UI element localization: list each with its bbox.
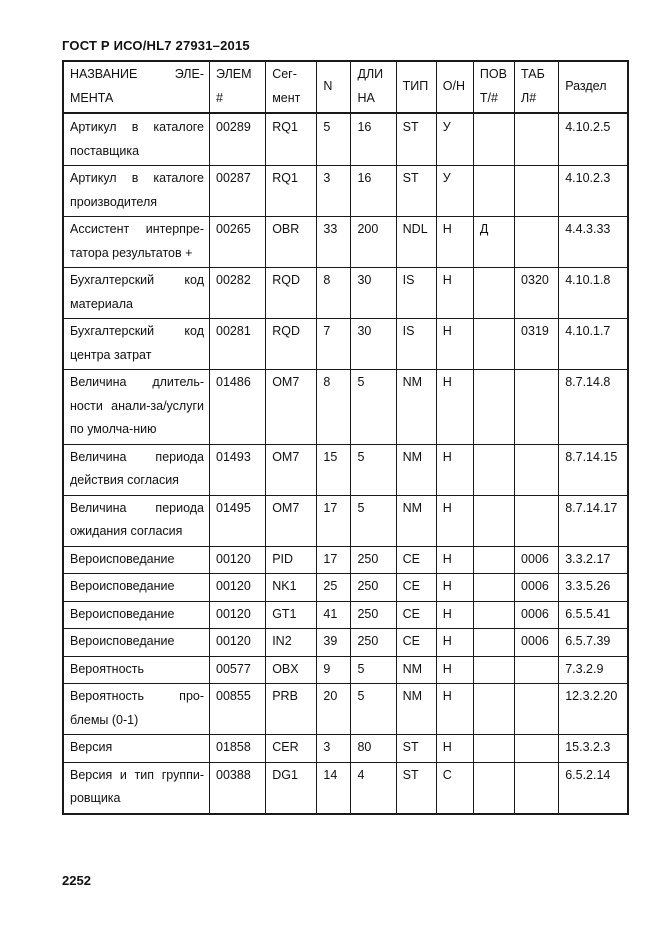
cell-n: 17 (317, 546, 351, 574)
document-header-title: ГОСТ Р ИСО/HL7 27931–2015 (62, 38, 250, 53)
table-row (63, 370, 628, 445)
cell-repeat (473, 762, 514, 814)
cell-n: 5 (317, 113, 351, 166)
cell-segment: CER (266, 735, 317, 763)
cell-repeat (473, 601, 514, 629)
cell-opt: У (436, 113, 473, 166)
table-row (63, 217, 628, 268)
cell-name: Величина периода действия согласия (63, 444, 210, 495)
cell-tbl (515, 113, 559, 166)
cell-name: Вероятность (63, 656, 210, 684)
cell-repeat (473, 629, 514, 657)
cell-repeat (473, 319, 514, 370)
column-header-table: ТАБ Л# (515, 61, 559, 113)
cell-opt: С (436, 762, 473, 814)
cell-n: 8 (317, 370, 351, 445)
cell-elem: 01858 (210, 735, 266, 763)
cell-name: Вероисповедание (63, 574, 210, 602)
cell-segment: OBR (266, 217, 317, 268)
cell-repeat (473, 656, 514, 684)
cell-n: 20 (317, 684, 351, 735)
table-row (63, 268, 628, 319)
cell-opt: Н (436, 601, 473, 629)
cell-opt: Н (436, 444, 473, 495)
table-row (63, 319, 628, 370)
cell-type: ST (396, 762, 436, 814)
cell-opt: Н (436, 319, 473, 370)
cell-type: NM (396, 495, 436, 546)
cell-elem: 00855 (210, 684, 266, 735)
cell-opt: У (436, 166, 473, 217)
cell-tbl (515, 444, 559, 495)
cell-repeat (473, 268, 514, 319)
cell-n: 14 (317, 762, 351, 814)
cell-length: 30 (351, 268, 396, 319)
cell-segment: IN2 (266, 629, 317, 657)
cell-name: Ассистент интерпре-татора результатов + (63, 217, 210, 268)
cell-segment: GT1 (266, 601, 317, 629)
cell-type: CE (396, 546, 436, 574)
cell-length: 80 (351, 735, 396, 763)
cell-segment: OM7 (266, 370, 317, 445)
cell-repeat (473, 166, 514, 217)
cell-tbl (515, 495, 559, 546)
cell-section: 4.4.3.33 (559, 217, 628, 268)
cell-length: 200 (351, 217, 396, 268)
cell-type: ST (396, 113, 436, 166)
cell-repeat (473, 444, 514, 495)
cell-tbl (515, 656, 559, 684)
cell-section: 6.5.5.41 (559, 601, 628, 629)
cell-opt: Н (436, 217, 473, 268)
page-number: 2252 (62, 873, 91, 888)
cell-opt: Н (436, 735, 473, 763)
cell-length: 16 (351, 166, 396, 217)
cell-opt: Н (436, 574, 473, 602)
table-body (63, 113, 628, 814)
cell-type: NM (396, 656, 436, 684)
cell-name: Версия и тип группи-ровщика (63, 762, 210, 814)
cell-segment: DG1 (266, 762, 317, 814)
cell-section: 4.10.1.8 (559, 268, 628, 319)
cell-tbl: 0006 (515, 601, 559, 629)
cell-name: Вероисповедание (63, 601, 210, 629)
cell-type: IS (396, 319, 436, 370)
cell-section: 12.3.2.20 (559, 684, 628, 735)
cell-section: 3.3.5.26 (559, 574, 628, 602)
column-header-name: НАЗВАНИЕ ЭЛЕ-МЕНТА (63, 61, 210, 113)
cell-length: 250 (351, 574, 396, 602)
cell-repeat (473, 370, 514, 445)
cell-opt: Н (436, 268, 473, 319)
cell-elem: 00577 (210, 656, 266, 684)
cell-segment: PRB (266, 684, 317, 735)
cell-elem: 00120 (210, 601, 266, 629)
cell-tbl (515, 684, 559, 735)
cell-type: NM (396, 444, 436, 495)
cell-repeat (473, 735, 514, 763)
table-row (63, 684, 628, 735)
cell-segment: PID (266, 546, 317, 574)
cell-type: CE (396, 601, 436, 629)
cell-section: 6.5.2.14 (559, 762, 628, 814)
cell-n: 7 (317, 319, 351, 370)
table-row (63, 166, 628, 217)
cell-type: NM (396, 370, 436, 445)
cell-opt: Н (436, 684, 473, 735)
cell-section: 6.5.7.39 (559, 629, 628, 657)
cell-section: 3.3.2.17 (559, 546, 628, 574)
cell-type: CE (396, 629, 436, 657)
cell-elem: 00120 (210, 574, 266, 602)
cell-segment: RQ1 (266, 166, 317, 217)
cell-elem: 01495 (210, 495, 266, 546)
cell-name: Вероисповедание (63, 546, 210, 574)
cell-repeat (473, 574, 514, 602)
cell-type: IS (396, 268, 436, 319)
cell-length: 16 (351, 113, 396, 166)
table-row (63, 762, 628, 814)
cell-segment: OM7 (266, 495, 317, 546)
cell-segment: NK1 (266, 574, 317, 602)
cell-elem: 00265 (210, 217, 266, 268)
cell-section: 4.10.2.5 (559, 113, 628, 166)
cell-tbl (515, 166, 559, 217)
cell-n: 39 (317, 629, 351, 657)
cell-length: 5 (351, 495, 396, 546)
cell-tbl: 0006 (515, 629, 559, 657)
cell-name: Вероятность про-блемы (0-1) (63, 684, 210, 735)
cell-name: Величина периода ожидания согласия (63, 495, 210, 546)
column-header-elem: ЭЛЕМ # (210, 61, 266, 113)
elements-table (62, 60, 629, 815)
column-header-n: N (317, 61, 351, 113)
cell-type: ST (396, 735, 436, 763)
cell-repeat (473, 546, 514, 574)
column-header-length: ДЛИ НА (351, 61, 396, 113)
cell-type: CE (396, 574, 436, 602)
cell-tbl (515, 762, 559, 814)
cell-name: Величина длитель-ности анали-за/услуги по умолча-нию (63, 370, 210, 445)
table-row (63, 495, 628, 546)
cell-elem: 00282 (210, 268, 266, 319)
cell-section: 4.10.2.3 (559, 166, 628, 217)
cell-opt: Н (436, 656, 473, 684)
cell-n: 3 (317, 735, 351, 763)
cell-segment: RQD (266, 268, 317, 319)
cell-opt: Н (436, 370, 473, 445)
cell-length: 5 (351, 444, 396, 495)
cell-elem: 00120 (210, 546, 266, 574)
cell-section: 8.7.14.8 (559, 370, 628, 445)
column-header-segment: Сег-мент (266, 61, 317, 113)
cell-opt: Н (436, 629, 473, 657)
cell-name: Бухгалтерский код центра затрат (63, 319, 210, 370)
cell-section: 15.3.2.3 (559, 735, 628, 763)
table-row (63, 656, 628, 684)
table-row (63, 546, 628, 574)
table-header-row (63, 61, 628, 113)
cell-n: 17 (317, 495, 351, 546)
cell-section: 8.7.14.15 (559, 444, 628, 495)
cell-elem: 01486 (210, 370, 266, 445)
cell-tbl: 0319 (515, 319, 559, 370)
cell-tbl: 0006 (515, 574, 559, 602)
cell-segment: OBX (266, 656, 317, 684)
table-row (63, 629, 628, 657)
cell-segment: OM7 (266, 444, 317, 495)
cell-elem: 00120 (210, 629, 266, 657)
column-header-repeat: ПОВ Т/# (473, 61, 514, 113)
cell-elem: 00287 (210, 166, 266, 217)
cell-length: 5 (351, 684, 396, 735)
cell-tbl (515, 217, 559, 268)
cell-opt: Н (436, 546, 473, 574)
cell-length: 250 (351, 629, 396, 657)
table-row (63, 444, 628, 495)
cell-name: Артикул в каталоге производителя (63, 166, 210, 217)
cell-opt: Н (436, 495, 473, 546)
column-header-opt: О/Н (436, 61, 473, 113)
column-header-type: ТИП (396, 61, 436, 113)
cell-n: 9 (317, 656, 351, 684)
cell-length: 5 (351, 656, 396, 684)
cell-n: 33 (317, 217, 351, 268)
cell-name: Версия (63, 735, 210, 763)
cell-repeat (473, 684, 514, 735)
cell-length: 30 (351, 319, 396, 370)
cell-tbl: 0006 (515, 546, 559, 574)
table-row (63, 574, 628, 602)
cell-repeat: Д (473, 217, 514, 268)
cell-repeat (473, 495, 514, 546)
table-row (63, 113, 628, 166)
cell-elem: 00388 (210, 762, 266, 814)
table-row (63, 735, 628, 763)
cell-repeat (473, 113, 514, 166)
cell-section: 7.3.2.9 (559, 656, 628, 684)
cell-n: 41 (317, 601, 351, 629)
cell-segment: RQD (266, 319, 317, 370)
column-header-section: Раздел (559, 61, 628, 113)
cell-length: 5 (351, 370, 396, 445)
cell-elem: 00281 (210, 319, 266, 370)
cell-type: NDL (396, 217, 436, 268)
cell-tbl: 0320 (515, 268, 559, 319)
table-row (63, 601, 628, 629)
cell-section: 8.7.14.17 (559, 495, 628, 546)
cell-length: 250 (351, 546, 396, 574)
cell-segment: RQ1 (266, 113, 317, 166)
cell-n: 15 (317, 444, 351, 495)
cell-name: Артикул в каталоге поставщика (63, 113, 210, 166)
cell-length: 250 (351, 601, 396, 629)
cell-n: 25 (317, 574, 351, 602)
cell-section: 4.10.1.7 (559, 319, 628, 370)
cell-n: 3 (317, 166, 351, 217)
cell-tbl (515, 370, 559, 445)
cell-elem: 01493 (210, 444, 266, 495)
cell-name: Вероисповедание (63, 629, 210, 657)
cell-n: 8 (317, 268, 351, 319)
cell-tbl (515, 735, 559, 763)
cell-elem: 00289 (210, 113, 266, 166)
cell-length: 4 (351, 762, 396, 814)
cell-name: Бухгалтерский код материала (63, 268, 210, 319)
cell-type: ST (396, 166, 436, 217)
cell-type: NM (396, 684, 436, 735)
